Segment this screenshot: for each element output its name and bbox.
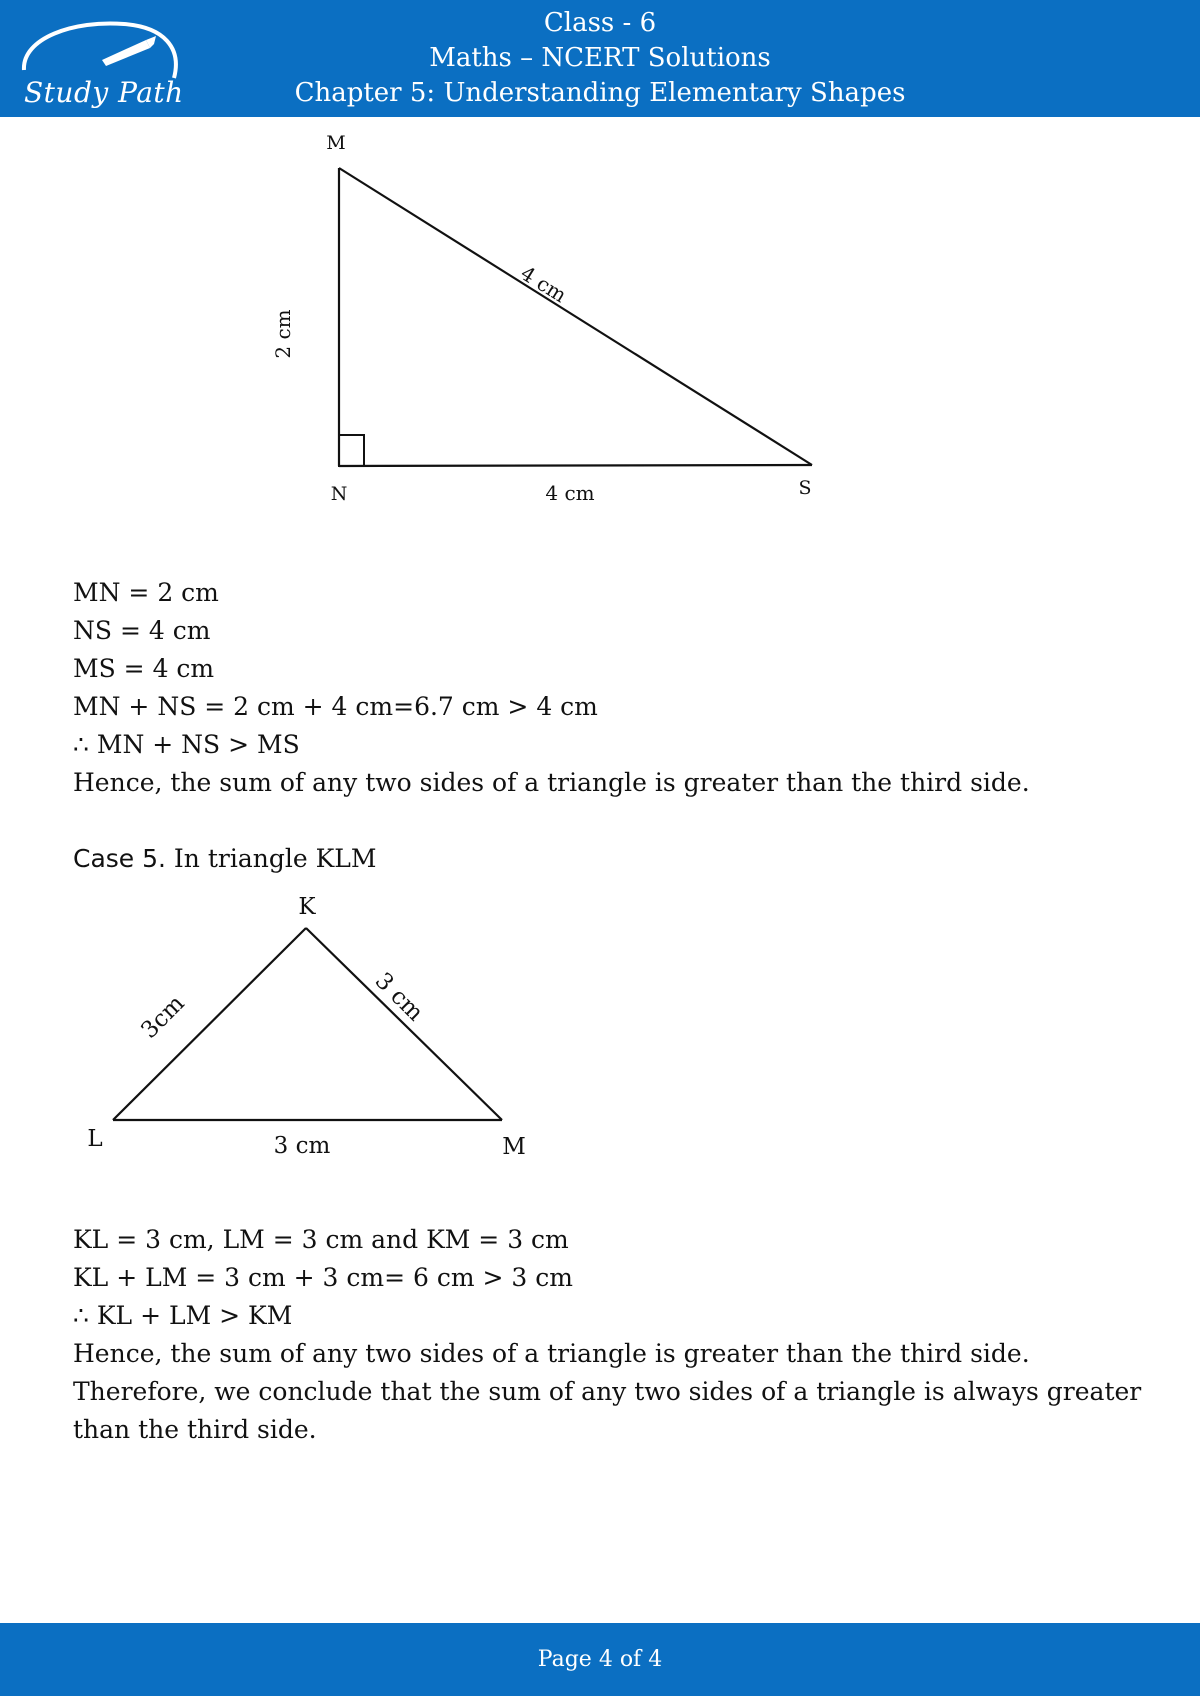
vertex-m-label: M (326, 132, 346, 154)
text-line: KL = 3 cm, LM = 3 cm and KM = 3 cm (73, 1225, 569, 1254)
text-line: Hence, the sum of any two sides of a triangle is greater than the third side. (73, 1339, 1030, 1368)
text-line: ∴ KL + LM > KM (73, 1301, 293, 1330)
text-line: MS = 4 cm (73, 654, 215, 683)
text-line: KL + LM = 3 cm + 3 cm= 6 cm > 3 cm (73, 1263, 573, 1292)
side-km-label: 3 cm (369, 967, 429, 1027)
text-line: Therefore, we conclude that the sum of any two sides of a triangle is always greater (73, 1377, 1142, 1406)
side-mn-label: 2 cm (271, 309, 295, 359)
vertex-m-label-2: M (502, 1134, 526, 1160)
section2-text (73, 1221, 1142, 1449)
page-footer (0, 1623, 1200, 1696)
side-lm-label: 3 cm (273, 1133, 331, 1159)
case5-label: Case 5. (73, 844, 166, 873)
text-line: ∴ MN + NS > MS (73, 730, 300, 759)
case5-title: In triangle KLM (165, 844, 377, 873)
text-line: than the third side. (73, 1415, 317, 1444)
header-subject: Maths – NCERT Solutions (429, 43, 771, 73)
vertex-k-label: K (298, 894, 316, 920)
header-chapter: Chapter 5: Understanding Elementary Shapes (294, 78, 906, 108)
text-line: NS = 4 cm (73, 616, 211, 645)
text-line: Hence, the sum of any two sides of a triangle is greater than the third side. (73, 768, 1030, 797)
text-line: MN = 2 cm (73, 578, 219, 607)
side-ms-label: 4 cm (516, 260, 571, 308)
text-line: MN + NS = 2 cm + 4 cm=6.7 cm > 4 cm (73, 692, 598, 721)
page-number: Page 4 of 4 (537, 1647, 663, 1672)
vertex-l-label: L (87, 1126, 103, 1152)
side-kl-label: 3cm (136, 990, 190, 1044)
side-ns-label: 4 cm (545, 481, 595, 505)
vertex-s-label: S (798, 477, 812, 499)
vertex-n-label: N (330, 483, 348, 505)
header-class: Class - 6 (543, 8, 657, 38)
logo-text: Study Path (24, 76, 184, 109)
